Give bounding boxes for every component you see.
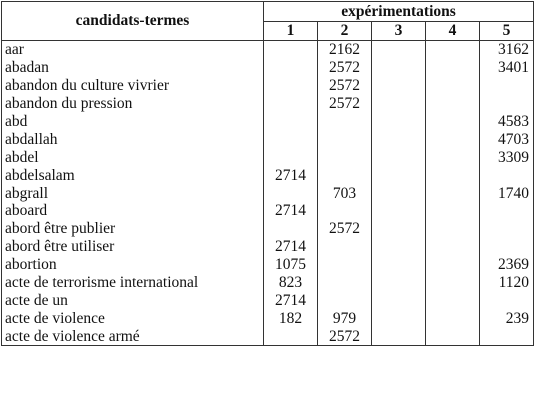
header-experiments: expérimentations (264, 2, 534, 22)
header-col-3: 3 (372, 22, 426, 41)
value-cell-exp-3 (372, 309, 426, 327)
value-cell-exp-1 (264, 59, 318, 77)
value-cell-exp-2: 979 (318, 309, 372, 327)
value-cell-exp-1 (264, 327, 318, 345)
term-cell: abdel (2, 148, 264, 166)
value-cell-exp-3 (372, 238, 426, 256)
value-cell-exp-4 (426, 274, 480, 292)
value-cell-exp-5: 2369 (480, 256, 534, 274)
value-cell-exp-1 (264, 130, 318, 148)
value-cell-exp-3 (372, 184, 426, 202)
value-cell-exp-2 (318, 130, 372, 148)
value-cell-exp-1 (264, 95, 318, 113)
value-cell-exp-5: 3162 (480, 41, 534, 59)
table-row (2, 77, 534, 95)
table-row (2, 113, 534, 131)
term-cell: abandon du culture vivrier (2, 77, 264, 95)
value-cell-exp-4 (426, 95, 480, 113)
value-cell-exp-5: 3309 (480, 148, 534, 166)
term-cell: abord être publier (2, 220, 264, 238)
value-cell-exp-1 (264, 184, 318, 202)
value-cell-exp-3 (372, 256, 426, 274)
header-col-4: 4 (426, 22, 480, 41)
value-cell-exp-3 (372, 202, 426, 220)
value-cell-exp-4 (426, 166, 480, 184)
value-cell-exp-4 (426, 59, 480, 77)
term-cell: abadan (2, 59, 264, 77)
value-cell-exp-2 (318, 113, 372, 131)
value-cell-exp-2 (318, 291, 372, 309)
value-cell-exp-5: 1740 (480, 184, 534, 202)
value-cell-exp-3 (372, 59, 426, 77)
value-cell-exp-5: 3401 (480, 59, 534, 77)
table-row (2, 202, 534, 220)
value-cell-exp-1: 2714 (264, 291, 318, 309)
table-row (2, 95, 534, 113)
value-cell-exp-3 (372, 95, 426, 113)
value-cell-exp-4 (426, 256, 480, 274)
term-cell: abdallah (2, 130, 264, 148)
value-cell-exp-5 (480, 220, 534, 238)
value-cell-exp-4 (426, 220, 480, 238)
value-cell-exp-1: 182 (264, 309, 318, 327)
value-cell-exp-3 (372, 166, 426, 184)
value-cell-exp-4 (426, 130, 480, 148)
header-col-5: 5 (480, 22, 534, 41)
value-cell-exp-3 (372, 130, 426, 148)
term-cell: acte de violence armé (2, 327, 264, 345)
value-cell-exp-5: 4583 (480, 113, 534, 131)
value-cell-exp-4 (426, 309, 480, 327)
value-cell-exp-3 (372, 77, 426, 95)
value-cell-exp-5: 4703 (480, 130, 534, 148)
term-cell: abandon du pression (2, 95, 264, 113)
value-cell-exp-2 (318, 202, 372, 220)
term-cell: abord être utiliser (2, 238, 264, 256)
value-cell-exp-2: 2162 (318, 41, 372, 59)
value-cell-exp-5 (480, 77, 534, 95)
value-cell-exp-4 (426, 291, 480, 309)
value-cell-exp-4 (426, 113, 480, 131)
value-cell-exp-2 (318, 256, 372, 274)
value-cell-exp-3 (372, 327, 426, 345)
term-cell: acte de violence (2, 309, 264, 327)
table-row (2, 41, 534, 59)
value-cell-exp-1 (264, 77, 318, 95)
value-cell-exp-3 (372, 113, 426, 131)
value-cell-exp-5 (480, 166, 534, 184)
value-cell-exp-3 (372, 41, 426, 59)
value-cell-exp-1: 823 (264, 274, 318, 292)
value-cell-exp-5: 239 (480, 309, 534, 327)
value-cell-exp-5 (480, 327, 534, 345)
header-col-1: 1 (264, 22, 318, 41)
value-cell-exp-2 (318, 166, 372, 184)
value-cell-exp-5 (480, 95, 534, 113)
value-cell-exp-1 (264, 41, 318, 59)
value-cell-exp-4 (426, 77, 480, 95)
term-cell: abortion (2, 256, 264, 274)
value-cell-exp-2: 2572 (318, 220, 372, 238)
table-body (2, 41, 534, 346)
value-cell-exp-2 (318, 274, 372, 292)
term-cell: abd (2, 113, 264, 131)
value-cell-exp-1: 2714 (264, 202, 318, 220)
value-cell-exp-2: 703 (318, 184, 372, 202)
table-row (2, 309, 534, 327)
term-cell: aar (2, 41, 264, 59)
value-cell-exp-3 (372, 220, 426, 238)
value-cell-exp-2 (318, 148, 372, 166)
value-cell-exp-1: 2714 (264, 166, 318, 184)
value-cell-exp-4 (426, 327, 480, 345)
table-row (2, 220, 534, 238)
value-cell-exp-2 (318, 238, 372, 256)
value-cell-exp-5 (480, 238, 534, 256)
value-cell-exp-1 (264, 148, 318, 166)
value-cell-exp-3 (372, 291, 426, 309)
table-row (2, 327, 534, 345)
value-cell-exp-4 (426, 41, 480, 59)
value-cell-exp-3 (372, 274, 426, 292)
value-cell-exp-4 (426, 202, 480, 220)
table-row (2, 238, 534, 256)
value-cell-exp-2: 2572 (318, 59, 372, 77)
value-cell-exp-1: 2714 (264, 238, 318, 256)
table-row (2, 256, 534, 274)
value-cell-exp-2: 2572 (318, 77, 372, 95)
value-cell-exp-3 (372, 148, 426, 166)
terms-table (1, 1, 534, 346)
value-cell-exp-5 (480, 291, 534, 309)
value-cell-exp-4 (426, 148, 480, 166)
value-cell-exp-5 (480, 202, 534, 220)
term-cell: acte de terrorisme international (2, 274, 264, 292)
header-col-2: 2 (318, 22, 372, 41)
table-row (2, 291, 534, 309)
value-cell-exp-2: 2572 (318, 327, 372, 345)
value-cell-exp-1 (264, 220, 318, 238)
value-cell-exp-2: 2572 (318, 95, 372, 113)
value-cell-exp-4 (426, 184, 480, 202)
term-cell: abdelsalam (2, 166, 264, 184)
table-row (2, 130, 534, 148)
value-cell-exp-1: 1075 (264, 256, 318, 274)
table-row (2, 148, 534, 166)
table-row (2, 274, 534, 292)
term-cell: abgrall (2, 184, 264, 202)
value-cell-exp-4 (426, 238, 480, 256)
table-row (2, 59, 534, 77)
table-row (2, 184, 534, 202)
value-cell-exp-1 (264, 113, 318, 131)
header-terms: candidats-termes (2, 2, 264, 41)
term-cell: acte de un (2, 291, 264, 309)
term-cell: aboard (2, 202, 264, 220)
value-cell-exp-5: 1120 (480, 274, 534, 292)
table-row (2, 166, 534, 184)
